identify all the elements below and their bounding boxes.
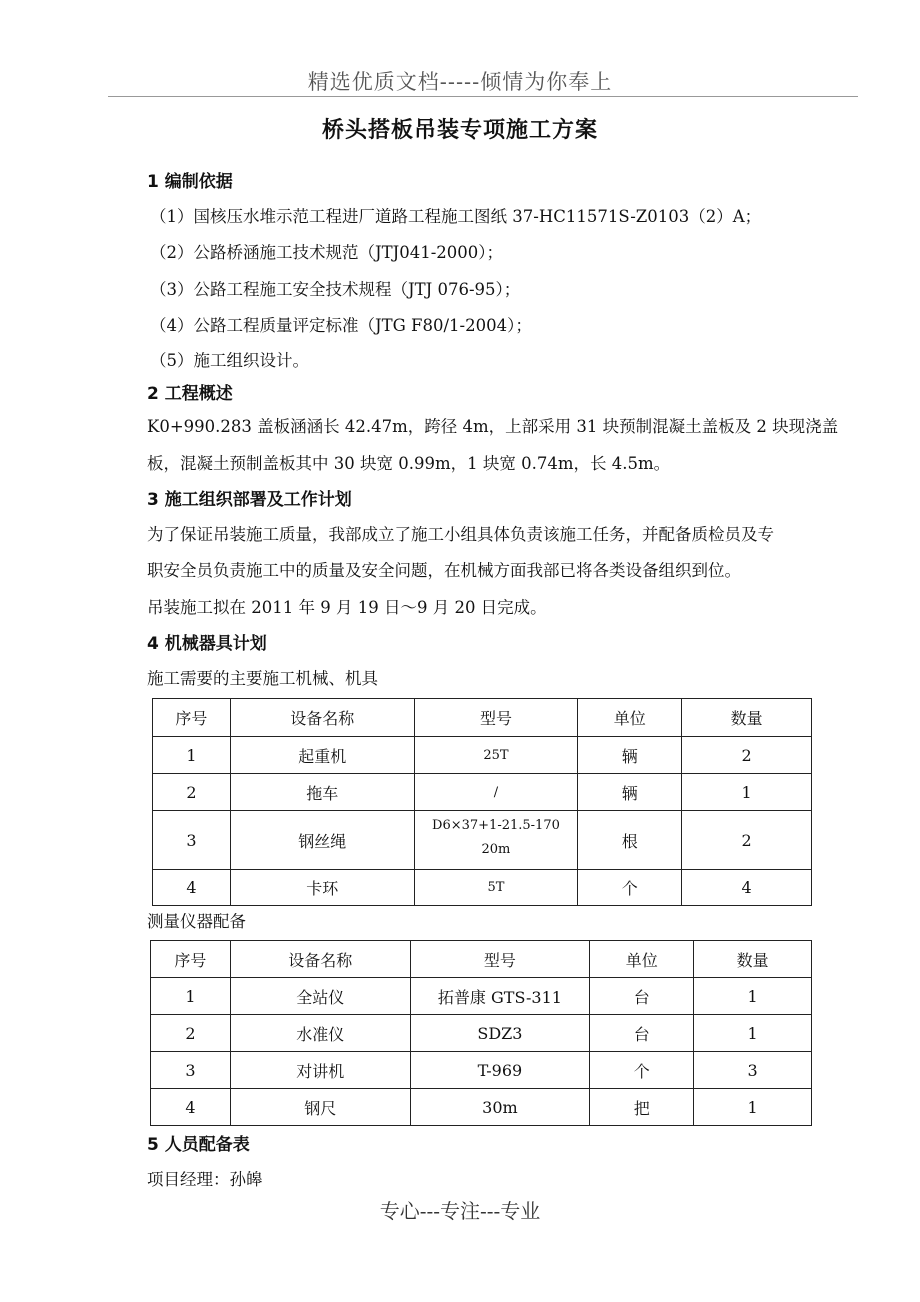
- org-para-line-1: 为了保证吊装施工质量，我部成立了施工小组具体负责该施工任务，并配备质检员及专: [147, 525, 774, 544]
- table-row: [151, 1052, 812, 1089]
- header-cell: 型号: [410, 941, 590, 978]
- table-cell: 钢尺: [230, 1089, 410, 1126]
- table-cell: 起重机: [230, 737, 414, 774]
- table-cell: 3: [151, 1052, 231, 1089]
- table-cell: /: [414, 774, 578, 811]
- model-line-2: 20m: [481, 842, 511, 857]
- instruments-intro: 测量仪器配备: [147, 912, 246, 931]
- machinery-intro: 施工需要的主要施工机械、机具: [147, 669, 378, 688]
- table-cell: 卡环: [230, 870, 414, 906]
- section-1-heading: 1 编制依据: [147, 172, 233, 192]
- table-cell: 把: [590, 1089, 694, 1126]
- header-cell: 数量: [694, 941, 812, 978]
- header-cell: 单位: [578, 699, 682, 737]
- table-cell: 根: [578, 811, 682, 870]
- overview-line-2: 板，混凝土预制盖板其中 30 块宽 0.99m，1 块宽 0.74m，长 4.5m。: [147, 454, 671, 473]
- table-cell: 1: [694, 1089, 812, 1126]
- table-cell: 4: [151, 1089, 231, 1126]
- model-line-1: D6×37+1-21.5-170: [432, 818, 560, 833]
- header-cell: 设备名称: [230, 941, 410, 978]
- document-title: 桥头搭板吊装专项施工方案: [321, 118, 598, 143]
- table-cell: 25T: [414, 737, 578, 774]
- basis-item-2: （2）公路桥涵施工技术规范（JTJ041-2000）；: [150, 243, 504, 262]
- table-cell: 拓普康 GTS-311: [410, 978, 590, 1015]
- table-cell: 全站仪: [230, 978, 410, 1015]
- table-cell: 1: [694, 978, 812, 1015]
- table-row: [151, 1089, 812, 1126]
- table-cell: 4: [682, 870, 812, 906]
- table-cell: 个: [590, 1052, 694, 1089]
- table-cell: 1: [151, 978, 231, 1015]
- page-footer: 专心---专注---专业: [379, 1199, 541, 1223]
- table-cell: 台: [590, 978, 694, 1015]
- table-cell: 2: [153, 774, 231, 811]
- header-cell: 型号: [414, 699, 578, 737]
- table-cell: 4: [153, 870, 231, 906]
- table-cell: 个: [578, 870, 682, 906]
- section-4-heading: 4 机械器具计划: [147, 634, 267, 654]
- table-cell: 水准仪: [230, 1015, 410, 1052]
- table-row: [153, 870, 812, 906]
- table-header-row: [151, 941, 812, 978]
- table-header-row: [153, 699, 812, 737]
- header-cell: 数量: [682, 699, 812, 737]
- header-cell: 设备名称: [230, 699, 414, 737]
- header-cell: 单位: [590, 941, 694, 978]
- table-cell: 1: [153, 737, 231, 774]
- table-cell: 5T: [414, 870, 578, 906]
- table-cell: [414, 811, 578, 870]
- section-3-heading: 3 施工组织部署及工作计划: [147, 490, 352, 510]
- table-cell: 辆: [578, 774, 682, 811]
- table-cell: 1: [694, 1015, 812, 1052]
- table-cell: 3: [153, 811, 231, 870]
- table-cell: 辆: [578, 737, 682, 774]
- header-cell: 序号: [153, 699, 231, 737]
- table-row: [151, 1015, 812, 1052]
- machinery-table: [152, 698, 812, 906]
- table-cell: T-969: [410, 1052, 590, 1089]
- table-cell: 30m: [410, 1089, 590, 1126]
- table-cell: 拖车: [230, 774, 414, 811]
- header-divider: [108, 96, 858, 97]
- section-5-heading: 5 人员配备表: [147, 1135, 250, 1155]
- table-cell: 2: [151, 1015, 231, 1052]
- table-row: [153, 811, 812, 870]
- instruments-table: [150, 940, 812, 1126]
- table-cell: 1: [682, 774, 812, 811]
- basis-item-5: （5）施工组织设计。: [150, 351, 309, 370]
- table-cell: 2: [682, 737, 812, 774]
- table-cell: 钢丝绳: [230, 811, 414, 870]
- table-cell: 对讲机: [230, 1052, 410, 1089]
- table-cell: 3: [694, 1052, 812, 1089]
- table-cell: SDZ3: [410, 1015, 590, 1052]
- page-header: 精选优质文档-----倾情为你奉上: [307, 70, 613, 94]
- table-cell: 台: [590, 1015, 694, 1052]
- project-manager: 项目经理：孙皞: [147, 1170, 263, 1189]
- table-row: [153, 774, 812, 811]
- schedule-text: 吊装施工拟在 2011 年 9 月 19 日～9 月 20 日完成。: [147, 598, 547, 617]
- table-cell: 2: [682, 811, 812, 870]
- basis-item-1: （1）国核压水堆示范工程进厂道路工程施工图纸 37-HC11571S-Z0103（2）A；: [150, 207, 762, 226]
- overview-line-1: K0+990.283 盖板涵涵长 42.47m，跨径 4m，上部采用 31 块预制混凝土盖板及 2 块现浇盖: [147, 417, 839, 436]
- table-row: [153, 737, 812, 774]
- basis-item-4: （4）公路工程质量评定标准（JTG F80/1-2004）；: [150, 316, 532, 335]
- org-para-line-2: 职安全员负责施工中的质量及安全问题，在机械方面我部已将各类设备组织到位。: [147, 561, 741, 580]
- table-row: [151, 978, 812, 1015]
- section-2-heading: 2 工程概述: [147, 384, 233, 404]
- header-cell: 序号: [151, 941, 231, 978]
- basis-item-3: （3）公路工程施工安全技术规程（JTJ 076-95）；: [150, 280, 521, 299]
